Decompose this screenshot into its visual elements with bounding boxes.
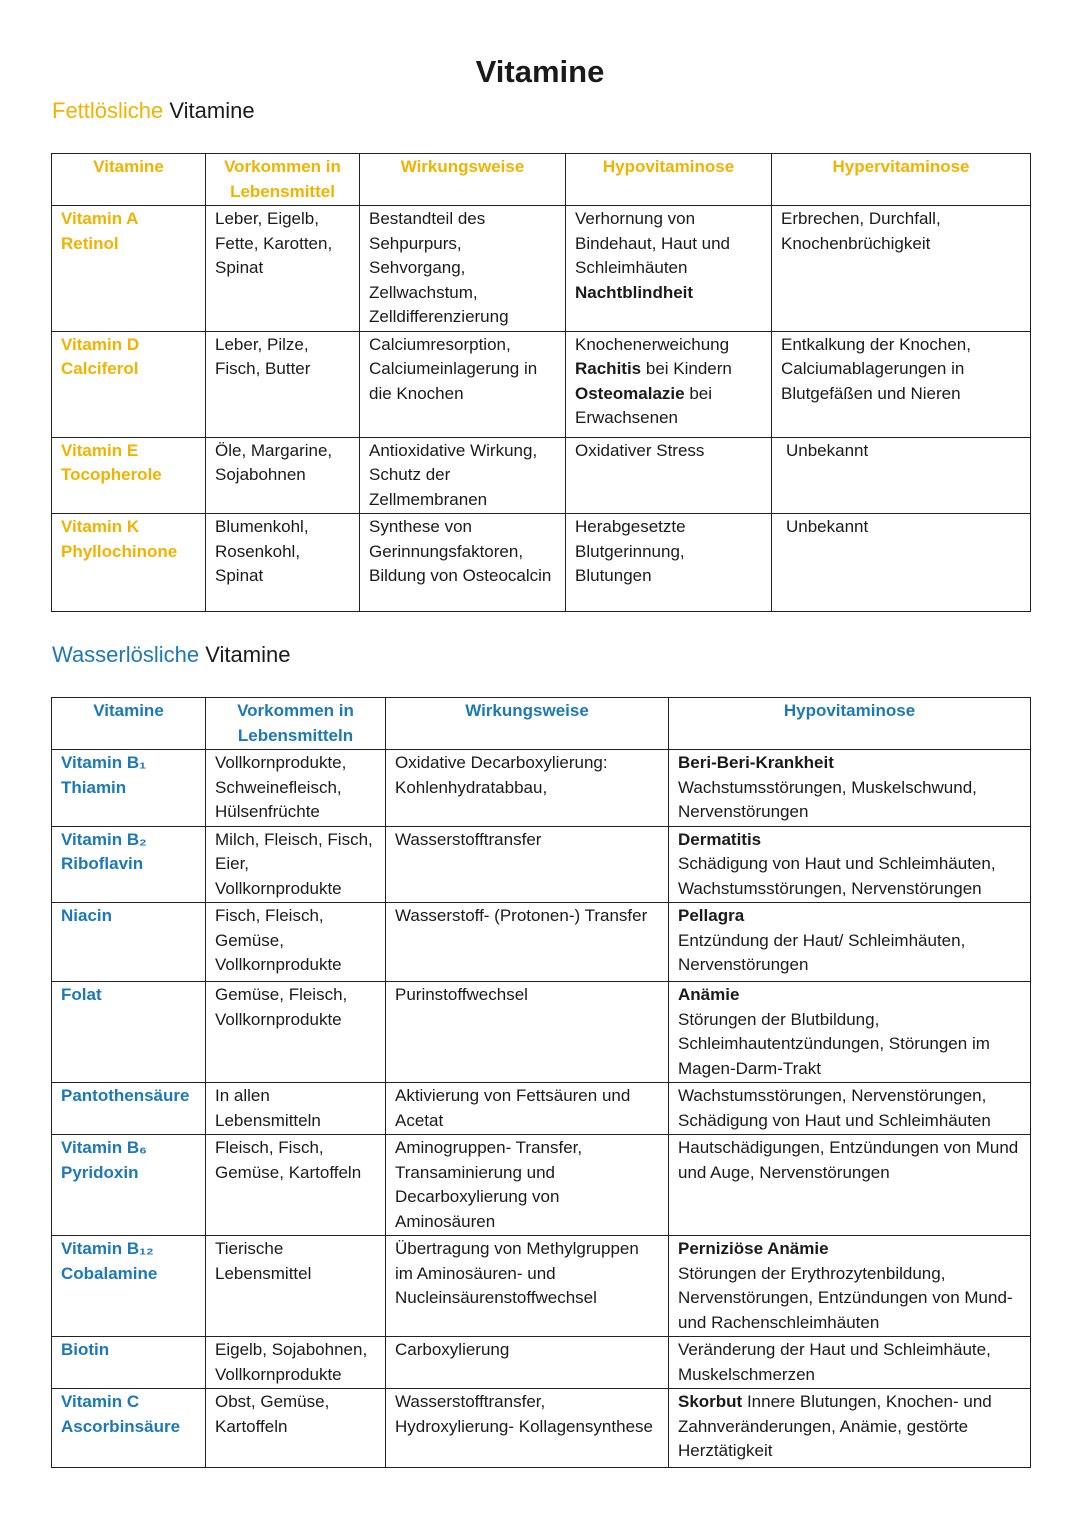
vitamin-chemical-name: Riboflavin	[61, 854, 144, 873]
sources-cell: Fleisch, Fisch, Gemüse, Kartoffeln	[206, 1135, 386, 1236]
column-header: Vitamine	[52, 698, 206, 750]
sources-cell: Tierische Lebensmittel	[206, 1236, 386, 1337]
hypo-text: Entzündung der Haut/ Schleimhäuten, Nervenstörungen	[678, 930, 966, 974]
vitamin-name: Vitamin B₁	[61, 753, 147, 772]
table-row	[52, 903, 1031, 982]
hypovitaminosis-cell	[669, 903, 1031, 982]
hypovitaminosis-cell	[669, 1236, 1031, 1337]
vitamin-chemical-name: Thiamin	[61, 777, 127, 797]
hypo-disease: Skorbut	[678, 1392, 743, 1411]
sources-cell: Leber, Pilze, Fisch, Butter	[206, 331, 360, 437]
hypo-disease: Beri-Beri-Krankheit	[678, 753, 834, 772]
fat-soluble-heading-rest: Vitamine	[163, 98, 255, 123]
vitamin-chemical-name: Calciferol	[61, 359, 139, 378]
vitamin-name: Vitamin C	[61, 1392, 140, 1411]
hypo-text: Störungen der Blutbildung, Schleimhautentzündungen, Störungen im Magen-Darm-Trakt	[678, 1009, 990, 1078]
hypo-line-children	[575, 357, 762, 382]
column-header: Hypovitaminose	[566, 154, 772, 206]
effect-cell: Antioxidative Wirkung, Schutz der Zellmembranen	[360, 437, 566, 514]
hypo-text: Störungen der Erythrozytenbildung, Nervenstörungen, Entzündungen von Mund- und Rachenschleimhäuten	[678, 1263, 1013, 1332]
table-row	[52, 206, 1031, 332]
hypovitaminosis-cell	[669, 826, 1031, 903]
table-row	[52, 1389, 1031, 1468]
vitamin-name: Vitamin A	[61, 209, 139, 228]
hypovitaminosis-cell: Herabgesetzte Blutgerinnung, Blutungen	[566, 514, 772, 612]
effect-cell: Calciumresorption, Calciumeinlagerung in die Knochen	[360, 331, 566, 437]
water-soluble-heading	[52, 642, 290, 668]
vitamin-name: Vitamin K	[61, 517, 140, 536]
hypervitaminosis-cell: Entkalkung der Knochen, Calciumablagerungen in Blutgefäßen und Nieren	[772, 331, 1031, 437]
column-header: Wirkungsweise	[386, 698, 669, 750]
hypervitaminosis-cell: Unbekannt	[772, 514, 1031, 612]
table-header-row	[52, 154, 1031, 206]
sources-cell: Vollkornprodukte, Schweinefleisch, Hülsenfrüchte	[206, 750, 386, 827]
vitamin-chemical-name: Pyridoxin	[61, 1162, 139, 1182]
fat-soluble-heading	[52, 98, 255, 124]
vitamin-name: Vitamin B₂	[61, 829, 147, 849]
table-row	[52, 1337, 1031, 1389]
sources-cell: Öle, Margarine, Sojabohnen	[206, 437, 360, 514]
table-row	[52, 437, 1031, 514]
fat-soluble-table	[51, 153, 1031, 612]
vitamin-name-cell	[52, 750, 206, 827]
column-header: Hypovitaminose	[669, 698, 1031, 750]
effect-cell: Wasserstofftransfer	[386, 826, 669, 903]
hypo-text: Schädigung von Haut und Schleimhäuten, Wachstumsstörungen, Nervenstörungen	[678, 854, 996, 898]
column-header: Hypervitaminose	[772, 154, 1031, 206]
vitamin-name: Vitamin B₁₂	[61, 1239, 154, 1258]
vitamin-name-cell	[52, 331, 206, 437]
table-row	[52, 826, 1031, 903]
hypo-disease: Dermatitis	[678, 829, 762, 849]
vitamin-name-cell	[52, 982, 206, 1083]
effect-cell: Wasserstofftransfer, Hydroxylierung- Kollagensynthese	[386, 1389, 669, 1468]
hypo-line-adults	[575, 384, 712, 428]
hypovitaminosis-cell: Veränderung der Haut und Schleimhäute, Muskelschmerzen	[669, 1337, 1031, 1389]
hypo-text: Innere Blutungen, Knochen- und Zahnveränderungen, Anämie, gestörte Herztätigkeit	[678, 1392, 992, 1460]
vitamin-name-cell	[52, 826, 206, 903]
sources-cell: Blumenkohl, Rosenkohl, Spinat	[206, 514, 360, 612]
vitamin-chemical-name: Retinol	[61, 233, 119, 253]
effect-cell: Synthese von Gerinnungsfaktoren, Bildung von Osteocalcin	[360, 514, 566, 612]
hypo-text: Wachstumsstörungen, Muskelschwund, Nervenstörungen	[678, 777, 977, 821]
water-soluble-table	[51, 697, 1031, 1468]
water-soluble-heading-rest: Vitamine	[199, 642, 291, 667]
vitamin-name: Folat	[61, 985, 102, 1004]
vitamin-name: Vitamin E	[61, 440, 139, 460]
sources-cell: Eigelb, Sojabohnen, Vollkornprodukte	[206, 1337, 386, 1389]
hypo-disease: Perniziöse Anämie	[678, 1239, 829, 1258]
hypo-text: bei Erwachsenen	[575, 383, 713, 427]
table-row	[52, 514, 1031, 612]
sources-cell: Fisch, Fleisch, Gemüse, Vollkornprodukte	[206, 903, 386, 982]
sources-cell: In allen Lebensmitteln	[206, 1083, 386, 1135]
hypovitaminosis-cell: Hautschädigungen, Entzündungen von Mund und Auge, Nervenstörungen	[669, 1135, 1031, 1236]
hypo-disease: Osteomalazie	[575, 383, 685, 403]
vitamin-name: Vitamin B₆	[61, 1138, 147, 1157]
sources-cell: Milch, Fleisch, Fisch, Eier, Vollkornprodukte	[206, 826, 386, 903]
vitamin-name-cell	[52, 903, 206, 982]
column-header: Vorkommen in Lebensmittel	[206, 154, 360, 206]
column-header: Vitamine	[52, 154, 206, 206]
effect-cell: Oxidative Decarboxylierung: Kohlenhydratabbau,	[386, 750, 669, 827]
hypovitaminosis-cell	[566, 206, 772, 332]
page-title: Vitamine	[475, 54, 605, 89]
vitamin-name: Pantothensäure	[61, 1086, 190, 1105]
vitamin-name-cell	[52, 1389, 206, 1468]
sources-cell: Leber, Eigelb, Fette, Karotten, Spinat	[206, 206, 360, 332]
fat-soluble-heading-accent: Fettlösliche	[52, 98, 164, 123]
hypo-disease: Rachitis	[575, 359, 642, 378]
table-header-row	[52, 698, 1031, 750]
hypo-disease: Nachtblindheit	[575, 282, 694, 302]
table-row	[52, 750, 1031, 827]
table-row	[52, 1236, 1031, 1337]
hypovitaminosis-cell	[669, 750, 1031, 827]
vitamin-chemical-name: Ascorbinsäure	[61, 1416, 181, 1436]
vitamin-name: Biotin	[61, 1340, 110, 1359]
vitamin-name-cell	[52, 1337, 206, 1389]
vitamin-name-cell	[52, 1083, 206, 1135]
effect-cell: Purinstoffwechsel	[386, 982, 669, 1083]
column-header: Wirkungsweise	[360, 154, 566, 206]
vitamin-name-cell	[52, 437, 206, 514]
vitamin-name-cell	[52, 1135, 206, 1236]
hypervitaminosis-cell: Erbrechen, Durchfall, Knochenbrüchigkeit	[772, 206, 1031, 332]
hypovitaminosis-cell: Wachstumsstörungen, Nervenstörungen, Schädigung von Haut und Schleimhäuten	[669, 1083, 1031, 1135]
table-row	[52, 982, 1031, 1083]
effect-cell: Carboxylierung	[386, 1337, 669, 1389]
sources-cell: Obst, Gemüse, Kartoffeln	[206, 1389, 386, 1468]
vitamin-name: Niacin	[61, 906, 113, 925]
vitamin-name-cell	[52, 206, 206, 332]
effect-cell: Wasserstoff- (Protonen-) Transfer	[386, 903, 669, 982]
vitamin-chemical-name: Cobalamine	[61, 1263, 158, 1283]
table-row	[52, 331, 1031, 437]
column-header: Vorkommen in Lebensmitteln	[206, 698, 386, 750]
hypovitaminosis-cell	[566, 331, 772, 437]
vitamin-name-cell	[52, 1236, 206, 1337]
effect-cell: Übertragung von Methylgruppen im Aminosäuren- und Nucleinsäurenstoffwechsel	[386, 1236, 669, 1337]
vitamin-chemical-name: Tocopherole	[61, 465, 162, 484]
table-row	[52, 1135, 1031, 1236]
hypo-text: Knochenerweichung	[575, 334, 730, 354]
hypovitaminosis-cell	[669, 1389, 1031, 1468]
table-row	[52, 1083, 1031, 1135]
hypo-disease: Anämie	[678, 985, 740, 1004]
hypovitaminosis-cell: Oxidativer Stress	[566, 437, 772, 514]
hypo-disease: Pellagra	[678, 906, 745, 925]
hypovitaminosis-cell	[669, 982, 1031, 1083]
hypervitaminosis-cell: Unbekannt	[772, 437, 1031, 514]
effect-cell: Bestandteil des Sehpurpurs, Sehvorgang, Zellwachstum, Zelldifferenzierung	[360, 206, 566, 332]
sources-cell: Gemüse, Fleisch, Vollkornprodukte	[206, 982, 386, 1083]
vitamin-name-cell	[52, 514, 206, 612]
hypo-text: Verhornung von Bindehaut, Haut und Schleimhäuten	[575, 209, 731, 277]
vitamin-name: Vitamin D	[61, 334, 140, 354]
effect-cell: Aminogruppen- Transfer, Transaminierung und Decarboxylierung von Aminosäuren	[386, 1135, 669, 1236]
vitamin-chemical-name: Phyllochinone	[61, 541, 178, 561]
water-soluble-heading-accent: Wasserlösliche	[52, 642, 200, 667]
hypo-text: bei Kindern	[641, 359, 732, 378]
effect-cell: Aktivierung von Fettsäuren und Acetat	[386, 1083, 669, 1135]
